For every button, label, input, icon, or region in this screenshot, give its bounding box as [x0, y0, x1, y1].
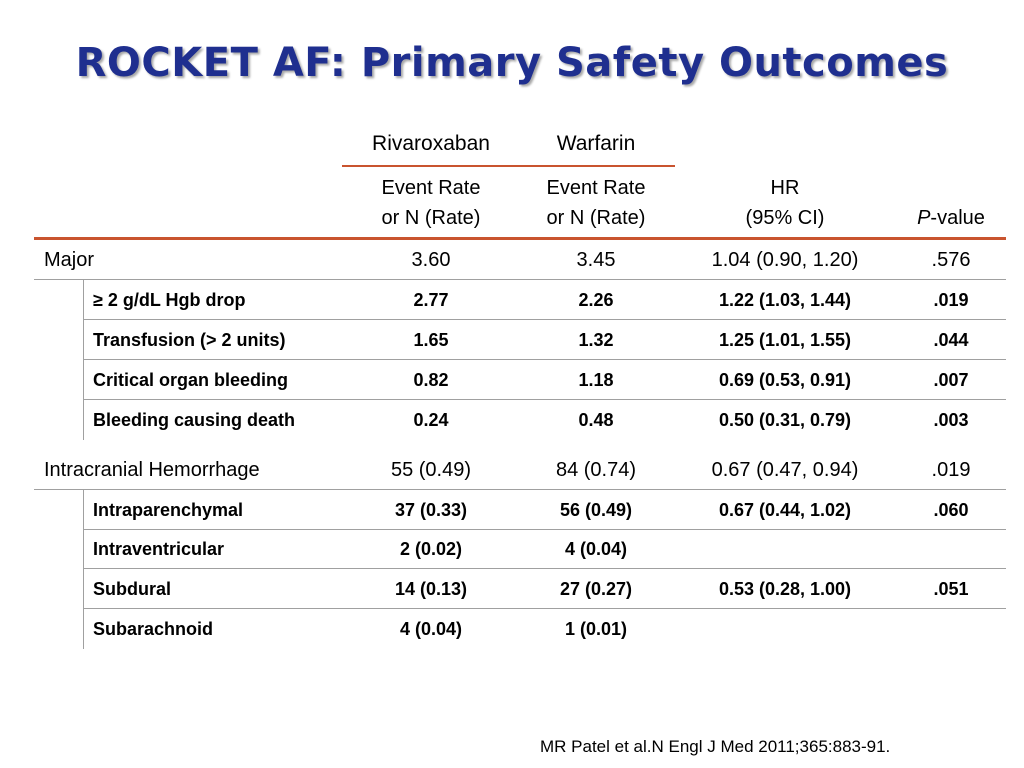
warfarin-value: 4 (0.04) — [564, 539, 628, 559]
event-rate-line2: or N (Rate) — [546, 207, 646, 229]
warfarin-value: 1.32 — [578, 329, 614, 350]
p-value: .003 — [933, 409, 969, 430]
rivaroxaban-value: 3.60 — [411, 248, 451, 271]
table-row — [34, 280, 1006, 320]
p-value — [892, 609, 1010, 649]
row-label: Transfusion (> 2 units) — [93, 329, 286, 350]
hr-value: 0.53 (0.28, 1.00) — [718, 578, 852, 599]
warfarin-value: 1 (0.01) — [564, 618, 628, 639]
row-label: Intraparenchymal — [93, 499, 244, 520]
outcomes-table — [34, 240, 1006, 649]
p-value: .019 — [931, 458, 971, 481]
warfarin-value: 0.48 — [578, 409, 614, 430]
warfarin-value: 56 (0.49) — [559, 499, 633, 520]
p-value: .007 — [933, 369, 969, 390]
column-header-rivaroxaban-rate — [345, 173, 517, 233]
hr-line2: (95% CI) — [745, 207, 825, 229]
rivaroxaban-value: 37 (0.33) — [394, 499, 468, 520]
hr-value: 1.25 (1.01, 1.55) — [718, 329, 852, 350]
table-row — [34, 440, 1006, 490]
drug-header-underline — [342, 165, 675, 167]
warfarin-value: 2.26 — [578, 289, 614, 310]
column-header-hr — [690, 173, 880, 233]
row-label: Major — [44, 248, 95, 271]
rivaroxaban-value: 2 (0.02) — [399, 539, 463, 559]
header-rivaroxaban: Rivaroxaban — [372, 132, 490, 155]
event-rate-line1: Event Rate — [381, 177, 481, 199]
row-label: Bleeding causing death — [93, 409, 296, 430]
p-value: .019 — [933, 289, 969, 310]
table-row — [34, 400, 1006, 440]
rivaroxaban-value: 2.77 — [413, 289, 449, 310]
column-header-p-value — [892, 203, 1010, 233]
row-label: Subarachnoid — [93, 618, 214, 639]
warfarin-value: 1.18 — [578, 369, 614, 390]
table-row — [34, 490, 1006, 530]
hr-value: 0.67 (0.47, 0.94) — [711, 458, 859, 481]
event-rate-line2: or N (Rate) — [381, 207, 481, 229]
slide-title: ROCKET AF: Primary Safety Outcomes — [75, 40, 949, 86]
table-row — [34, 240, 1006, 280]
rivaroxaban-value: 14 (0.13) — [394, 578, 468, 599]
hr-value: 0.69 (0.53, 0.91) — [718, 369, 852, 390]
rivaroxaban-value: 0.82 — [413, 369, 449, 390]
header-warfarin: Warfarin — [556, 132, 636, 155]
hr-value: 0.50 (0.31, 0.79) — [718, 409, 852, 430]
rivaroxaban-value: 55 (0.49) — [390, 458, 472, 481]
p-value: .576 — [931, 248, 971, 271]
hr-value — [690, 530, 880, 569]
warfarin-value: 27 (0.27) — [559, 578, 633, 599]
hr-value — [690, 609, 880, 649]
p-value — [892, 530, 1010, 569]
p-value: .060 — [933, 499, 969, 520]
table-row — [34, 569, 1006, 609]
p-rest: -value — [930, 207, 985, 229]
event-rate-line1: Event Rate — [546, 177, 646, 199]
row-label: Critical organ bleeding — [93, 369, 289, 390]
hr-value: 1.22 (1.03, 1.44) — [718, 289, 852, 310]
rivaroxaban-value: 1.65 — [413, 329, 449, 350]
table-row — [34, 320, 1006, 360]
row-label: Intraventricular — [93, 539, 225, 559]
table-row — [34, 360, 1006, 400]
column-header-warfarin-rate — [517, 173, 675, 233]
row-label: Subdural — [93, 578, 172, 599]
citation: MR Patel et al.N Engl J Med 2011;365:883-91. — [540, 737, 891, 756]
hr-line1: HR — [770, 177, 800, 199]
row-label: ≥ 2 g/dL Hgb drop — [93, 289, 246, 310]
warfarin-value: 3.45 — [576, 248, 616, 271]
p-value: .051 — [933, 578, 969, 599]
row-label: Intracranial Hemorrhage — [44, 458, 260, 481]
rivaroxaban-value: 0.24 — [413, 409, 449, 430]
rivaroxaban-value: 4 (0.04) — [399, 618, 463, 639]
p-value: .044 — [933, 329, 969, 350]
warfarin-value: 84 (0.74) — [555, 458, 637, 481]
table-row — [34, 530, 1006, 569]
table-row — [34, 609, 1006, 649]
hr-value: 0.67 (0.44, 1.02) — [718, 499, 852, 520]
p-italic: P — [917, 207, 931, 229]
hr-value: 1.04 (0.90, 1.20) — [711, 248, 859, 271]
